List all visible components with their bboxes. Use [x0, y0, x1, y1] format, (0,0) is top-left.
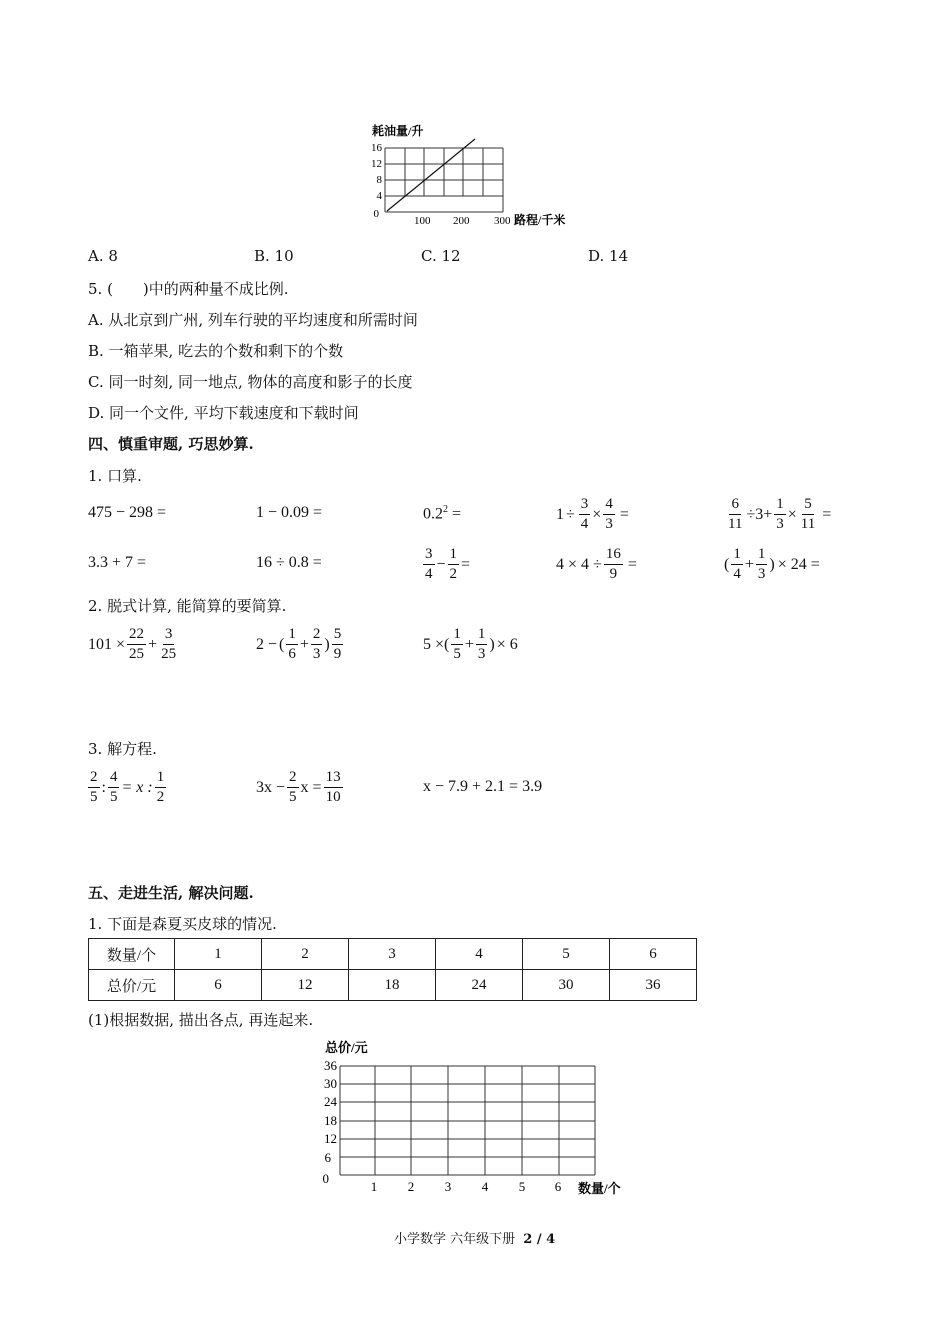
calc-token: ( [724, 555, 730, 573]
chart-xlabel: 路程/千米 [514, 213, 566, 227]
calc-token: = x : [121, 778, 153, 796]
denominator: 3 [757, 566, 766, 582]
fraction [159, 625, 178, 664]
fraction [774, 495, 786, 534]
calc-token: × 6 [496, 635, 518, 653]
calc-token: = [461, 555, 471, 573]
x-tick: 4 [481, 1179, 489, 1194]
calc-c2 [256, 625, 345, 664]
chart-grid [385, 148, 503, 212]
table-cell: 18 [349, 970, 436, 1001]
denominator: 3 [776, 516, 784, 532]
numerator: 1 [286, 625, 298, 645]
y-tick: 24 [324, 1094, 337, 1109]
calc-b3 [421, 545, 470, 584]
calc-token: + [299, 635, 309, 653]
y-tick: 0 [322, 1171, 329, 1186]
denominator: 2 [156, 789, 165, 805]
table-cell: 5 [523, 939, 610, 970]
calc-token: + [148, 635, 158, 653]
numerator: 3 [579, 495, 591, 515]
calc-token: ) [489, 635, 495, 653]
calc-token: 3 [755, 505, 764, 523]
section-5-question-1-part-1: (1)根据数据, 描出各点, 再连起来. [88, 1011, 314, 1029]
numerator: 1 [448, 545, 460, 565]
section-5-title: 五、走进生活, 解决问题. [88, 884, 254, 902]
x-tick: 2 [407, 1179, 415, 1194]
y-tick: 12 [324, 1131, 337, 1146]
y-tick: 36 [324, 1058, 337, 1073]
numerator: 4 [108, 768, 120, 788]
equation-1 [86, 768, 168, 807]
calc-token: 3x − [256, 778, 286, 796]
calc-token: 101 × [88, 635, 126, 653]
numerator: 1 [731, 545, 743, 565]
calc-token: + [464, 635, 474, 653]
calc-token: x = [300, 778, 322, 796]
calc-token: ÷ [746, 505, 756, 523]
denominator: 3 [477, 646, 486, 662]
denominator: 6 [288, 646, 296, 662]
question-5-option-a: A. 从北京到广州, 列车行驶的平均速度和所需时间 [88, 311, 418, 329]
calc-token: ( [279, 635, 285, 653]
table-cell: 3 [349, 939, 436, 970]
y-tick: 30 [324, 1076, 337, 1091]
x-tick: 5 [518, 1179, 526, 1194]
calc-token: = [627, 555, 637, 573]
section-4-title: 四、慎重审题, 巧思妙算. [88, 435, 254, 453]
fraction [88, 768, 100, 807]
denominator: 3 [605, 516, 613, 532]
table-cell: 4 [436, 939, 523, 970]
numerator: 2 [287, 768, 299, 788]
y-tick: 6 [324, 1150, 331, 1165]
calc-a3-exponent: 2 [443, 504, 448, 515]
section-4-sub3: 3. 解方程. [88, 740, 157, 758]
calc-a4 [556, 495, 629, 534]
chart-x-ticks [414, 215, 511, 227]
equation-3: x − 7.9 + 2.1 = 3.9 [423, 778, 543, 795]
fraction [799, 495, 817, 534]
calc-a3-base: 0.2 [423, 505, 443, 523]
fraction [726, 495, 744, 534]
fuel-consumption-chart [355, 120, 595, 232]
fraction [604, 545, 623, 584]
denominator: 5 [453, 646, 461, 662]
numerator: 2 [311, 625, 323, 645]
denominator: 9 [333, 646, 342, 662]
chart-ylabel: 耗油量/升 [372, 124, 424, 138]
fraction [127, 625, 146, 664]
fraction [287, 768, 299, 807]
ball-price-table [88, 938, 697, 1001]
table-cell: 12 [262, 970, 349, 1001]
calc-token: ( [444, 635, 450, 653]
fraction [286, 625, 298, 664]
numerator: 1 [774, 495, 786, 515]
calc-token: ) [324, 635, 330, 653]
table-cell: 30 [523, 970, 610, 1001]
denominator: 10 [325, 789, 341, 805]
numerator: 4 [603, 495, 615, 515]
option-b: B. 10 [254, 247, 294, 265]
calc-c3 [423, 625, 518, 664]
fraction [451, 625, 463, 664]
denominator: 4 [425, 566, 433, 582]
fraction [476, 625, 488, 664]
calc-token: : [101, 778, 106, 796]
calc-a1: 475 − 298 = [88, 504, 167, 521]
calc-token: = [619, 505, 629, 523]
numerator: 1 [155, 768, 167, 788]
calc-token: × 24 = [777, 555, 820, 573]
table-cell: 2 [262, 939, 349, 970]
calc-a5 [724, 495, 831, 534]
denominator: 25 [161, 646, 177, 662]
table-row [89, 939, 697, 970]
y-tick: 4 [376, 190, 382, 202]
x-tick: 6 [554, 1179, 562, 1194]
denominator: 3 [312, 646, 321, 662]
calc-token: × [787, 505, 797, 523]
denominator: 2 [449, 566, 458, 582]
equation-2 [256, 768, 345, 807]
denominator: 5 [289, 789, 297, 805]
calc-token: − [436, 555, 446, 573]
fraction [332, 625, 344, 664]
calc-b2: 16 ÷ 0.8 = [256, 554, 322, 571]
calc-token: = [822, 505, 832, 523]
table-header-cell: 数量/个 [89, 939, 175, 970]
price-quantity-chart [310, 1038, 640, 1198]
chart-ylabel: 总价/元 [325, 1040, 368, 1055]
chart-y-ticks [323, 1058, 338, 1186]
question-5-option-d: D. 同一个文件, 平均下载速度和下载时间 [88, 404, 359, 422]
fraction [311, 625, 323, 664]
y-tick: 8 [376, 174, 382, 186]
fraction [108, 768, 120, 807]
question-5-option-b: B. 一箱苹果, 吃去的个数和剩下的个数 [88, 342, 344, 360]
option-d: D. 14 [588, 247, 629, 265]
fraction [155, 768, 167, 807]
chart-grid [340, 1066, 595, 1175]
numerator: 5 [332, 625, 344, 645]
option-c: C. 12 [421, 247, 461, 265]
table-cell: 6 [610, 939, 697, 970]
calc-token: + [763, 505, 773, 523]
calc-token: + [744, 555, 754, 573]
table-cell: 1 [175, 939, 262, 970]
calc-b5 [724, 545, 820, 584]
numerator: 22 [127, 625, 146, 645]
y-tick: 18 [324, 1113, 337, 1128]
numerator: 1 [451, 625, 463, 645]
question-5-option-c: C. 同一时刻, 同一地点, 物体的高度和影子的长度 [88, 373, 413, 391]
numerator: 3 [163, 625, 175, 645]
calc-token: 5 × [423, 635, 445, 653]
x-tick: 100 [414, 215, 431, 227]
numerator: 6 [729, 495, 741, 515]
section-4-sub1: 1. 口算. [88, 467, 142, 485]
chart-series-line [387, 139, 475, 211]
calc-token: 2 − [256, 635, 278, 653]
calc-token: ) [769, 555, 775, 573]
x-tick: 300 [494, 215, 511, 227]
x-tick: 200 [453, 215, 470, 227]
fraction [603, 495, 615, 534]
calc-a3-eq: = [448, 505, 462, 523]
table-cell: 6 [175, 970, 262, 1001]
numerator: 16 [604, 545, 623, 565]
denominator: 9 [609, 566, 618, 582]
y-tick: 12 [371, 158, 382, 170]
denominator: 11 [728, 516, 743, 532]
fraction [756, 545, 768, 584]
table-row [89, 970, 697, 1001]
fraction [448, 545, 460, 584]
calc-token: × [592, 505, 602, 523]
calc-c1 [88, 625, 180, 664]
footer [394, 1228, 555, 1247]
denominator: 4 [733, 566, 741, 582]
numerator: 3 [423, 545, 435, 565]
table-cell: 24 [436, 970, 523, 1001]
calc-b1: 3.3 + 7 = [88, 554, 147, 571]
fraction [324, 768, 343, 807]
y-tick: 16 [371, 142, 382, 154]
calc-a2: 1 − 0.09 = [256, 504, 323, 521]
section-4-sub2: 2. 脱式计算, 能简算的要简算. [88, 597, 287, 615]
fraction [579, 495, 591, 534]
table-cell: 36 [610, 970, 697, 1001]
calc-token: 4 × 4 ÷ [556, 555, 602, 573]
calc-a3 [423, 504, 461, 523]
chart-xlabel: 数量/个 [578, 1181, 621, 1196]
denominator: 4 [580, 516, 589, 532]
calc-b4 [556, 545, 637, 584]
chart-x-ticks [371, 1179, 562, 1194]
denominator: 5 [109, 789, 118, 805]
x-tick: 3 [444, 1179, 452, 1194]
section-5-question-1: 1. 下面是森夏买皮球的情况. [88, 915, 277, 933]
numerator: 1 [476, 625, 488, 645]
y-tick: 0 [373, 208, 379, 220]
fraction [423, 545, 435, 584]
question-5-stem: 5. ( )中的两种量不成比例. [88, 280, 289, 298]
fraction [731, 545, 743, 584]
footer-page: 2 / 4 [523, 1232, 556, 1247]
x-tick: 1 [370, 1179, 378, 1194]
denominator: 11 [800, 516, 816, 532]
table-header-cell: 总价/元 [89, 970, 175, 1001]
option-a: A. 8 [88, 247, 118, 265]
denominator: 25 [129, 646, 145, 662]
numerator: 5 [802, 495, 814, 515]
calc-token: 1 [556, 505, 564, 523]
numerator: 1 [756, 545, 768, 565]
numerator: 13 [324, 768, 343, 788]
numerator: 2 [88, 768, 100, 788]
footer-subject: 小学数学 六年级下册 [394, 1232, 516, 1247]
calc-token: ÷ [566, 505, 575, 523]
denominator: 5 [90, 789, 98, 805]
chart-y-ticks [371, 142, 383, 220]
